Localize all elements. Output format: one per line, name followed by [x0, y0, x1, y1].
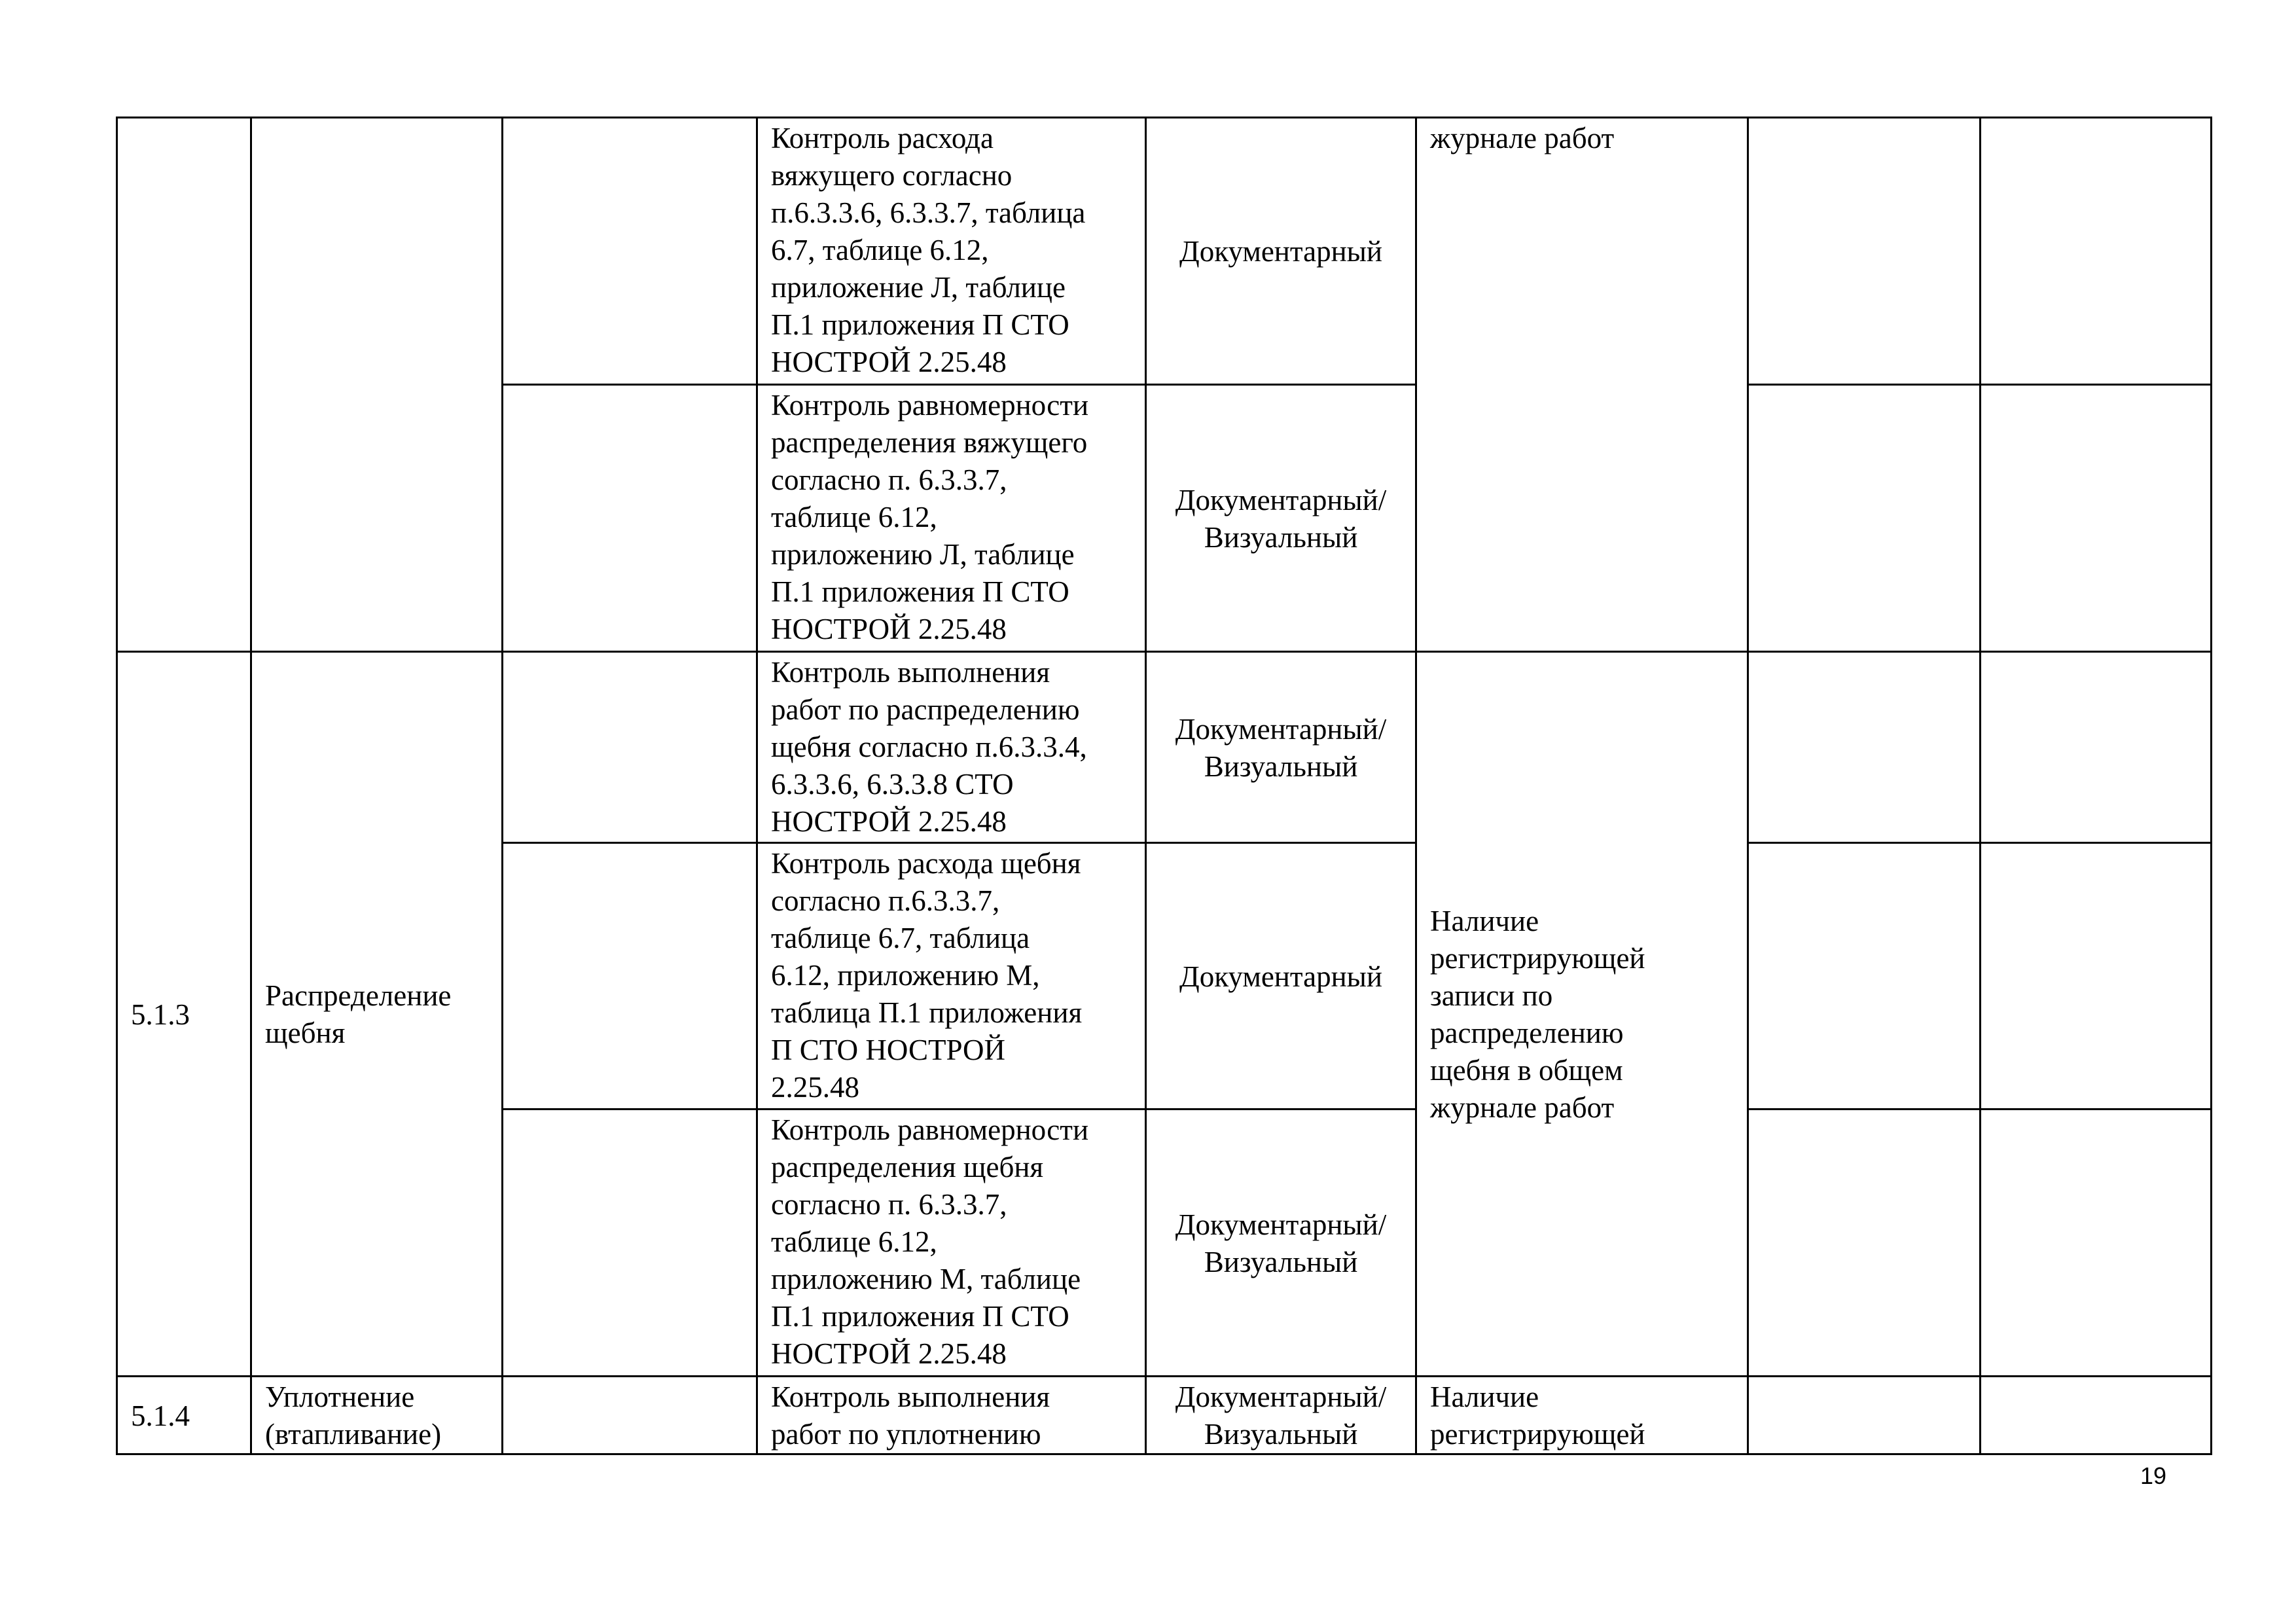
- blank-cell: [503, 652, 757, 843]
- control-method-text: Документарный: [1179, 235, 1382, 268]
- control-method-text: Документарный: [1179, 960, 1382, 993]
- control-method-cell: [1146, 118, 1416, 385]
- control-item-text: Контроль расхода вяжущего согласно п.6.3.3.6, 6.3.3.7, таблица 6.7, таблице 6.12, приложение Л, таблице П.1 приложения П СТО НОСТРОЙ 2.25.48: [771, 122, 1086, 378]
- table-row: [117, 652, 2212, 843]
- blank-cell: [1748, 843, 1981, 1110]
- blank-cell: [1748, 1377, 1981, 1454]
- control-item-cell: [757, 118, 1146, 385]
- blank-cell: [1981, 652, 2212, 843]
- control-method-cell: [1146, 1377, 1416, 1454]
- stage-cell: [251, 652, 503, 1377]
- blank-cell: [503, 843, 757, 1110]
- control-method-cell: [1146, 385, 1416, 652]
- control-item-cell: [757, 1377, 1146, 1454]
- blank-cell: [1981, 1377, 2212, 1454]
- record-cell: [1416, 118, 1748, 652]
- control-item-text: Контроль выполнения работ по распределению щебня согласно п.6.3.3.4, 6.3.3.6, 6.3.3.8 СТО НОСТРОЙ 2.25.48: [771, 656, 1087, 838]
- control-item-cell: [757, 843, 1146, 1110]
- stage-name: Распределение щебня: [265, 979, 452, 1049]
- blank-cell: [503, 385, 757, 652]
- control-item-text: Контроль равномерности распределения щебня согласно п. 6.3.3.7, таблице 6.12, приложению М, таблице П.1 приложения П СТО НОСТРОЙ 2.25.48: [771, 1113, 1089, 1370]
- record-cell: [1416, 652, 1748, 1377]
- control-method-text: Документарный/ Визуальный: [1175, 1380, 1387, 1451]
- blank-cell: [1981, 1110, 2212, 1377]
- number-cell: [117, 652, 251, 1377]
- record-text: Наличие регистрирующей: [1430, 1380, 1645, 1451]
- blank-cell: [503, 1110, 757, 1377]
- control-item-cell: [757, 652, 1146, 843]
- section-number: 5.1.4: [131, 1399, 190, 1432]
- number-cell: [117, 118, 251, 652]
- blank-cell: [503, 1377, 757, 1454]
- record-text: журнале работ: [1430, 122, 1615, 154]
- number-cell: [117, 1377, 251, 1454]
- blank-cell: [1981, 843, 2212, 1110]
- record-text: Наличие регистрирующей записи по распределению щебня в общем журнале работ: [1430, 905, 1645, 1124]
- blank-cell: [503, 118, 757, 385]
- control-method-text: Документарный/ Визуальный: [1175, 483, 1387, 554]
- blank-cell: [1981, 118, 2212, 385]
- section-number: 5.1.3: [131, 998, 190, 1031]
- blank-cell: [1748, 1110, 1981, 1377]
- stage-name: Уплотнение (втапливание): [265, 1380, 442, 1451]
- control-method-text: Документарный/ Визуальный: [1175, 1208, 1387, 1278]
- stage-cell: [251, 118, 503, 652]
- control-item-text: Контроль равномерности распределения вяжущего согласно п. 6.3.3.7, таблице 6.12, приложению Л, таблице П.1 приложения П СТО НОСТРОЙ 2.25.48: [771, 389, 1089, 645]
- blank-cell: [1748, 385, 1981, 652]
- control-item-text: Контроль расхода щебня согласно п.6.3.3.7, таблице 6.7, таблица 6.12, приложению М, таблица П.1 приложения П СТО НОСТРОЙ 2.25.48: [771, 847, 1083, 1104]
- blank-cell: [1981, 385, 2212, 652]
- record-cell: [1416, 1377, 1748, 1454]
- page-number: 19: [2140, 1462, 2166, 1489]
- control-table: [116, 117, 2212, 1455]
- control-item-cell: [757, 1110, 1146, 1377]
- control-method-cell: [1146, 652, 1416, 843]
- stage-cell: [251, 1377, 503, 1454]
- blank-cell: [1748, 118, 1981, 385]
- control-item-cell: [757, 385, 1146, 652]
- control-method-text: Документарный/ Визуальный: [1175, 712, 1387, 783]
- table-row: [117, 1377, 2212, 1454]
- control-method-cell: [1146, 843, 1416, 1110]
- table-row: [117, 118, 2212, 385]
- control-item-text: Контроль выполнения работ по уплотнению: [771, 1380, 1050, 1451]
- control-method-cell: [1146, 1110, 1416, 1377]
- blank-cell: [1748, 652, 1981, 843]
